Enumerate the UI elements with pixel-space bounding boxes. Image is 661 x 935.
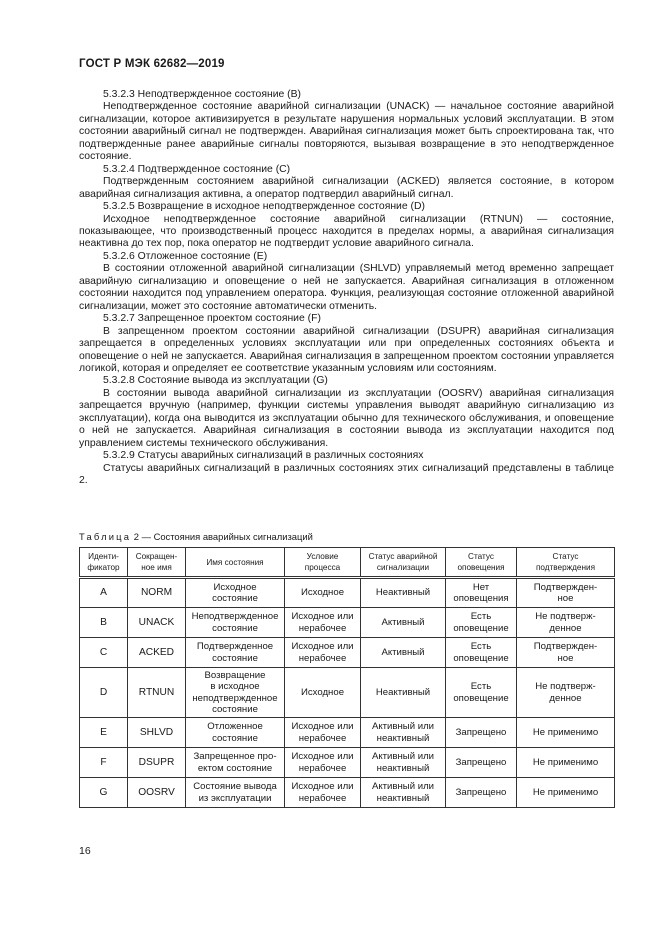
table-row — [80, 638, 615, 668]
cell-alarm-status: Неактивный — [361, 578, 446, 608]
paragraph: Подтвержденным состоянием аварийной сигнализации (ACKED) является состояние, в котором аварийная сигнализация активна, а оператор подтвердил аварийный сигнал. — [79, 176, 614, 200]
column-header-process-condition: Условие процесса — [285, 548, 361, 578]
paragraph: Статусы аварийных сигнализаций в различных состояниях этих сигнализаций представлены в таблице 2. — [79, 462, 614, 487]
cell-state-name: Запрещенное про- ектом состояние — [186, 748, 285, 778]
cell-short-name: RTNUN — [128, 668, 186, 718]
cell-identifier: A — [80, 578, 128, 608]
cell-alarm-status: Активный или неактивный — [361, 748, 446, 778]
cell-identifier: C — [80, 638, 128, 668]
cell-acknowledgement-status: Не применимо — [517, 748, 615, 778]
cell-short-name: UNACK — [128, 608, 186, 638]
cell-state-name: Исходное состояние — [186, 578, 285, 608]
table-row — [80, 718, 615, 748]
cell-process-condition: Исходное или нерабочее — [285, 638, 361, 668]
section-heading-5-3-2-3: 5.3.2.3 Неподтвержденное состояние (B) — [103, 89, 302, 100]
cell-identifier: E — [80, 718, 128, 748]
cell-state-name: Возвращение в исходное неподтвержденное состояние — [186, 668, 285, 718]
cell-process-condition: Исходное — [285, 668, 361, 718]
table-header-row — [80, 548, 615, 578]
column-header-acknowledgement-status: Статус подтверждения — [517, 548, 615, 578]
table-row — [80, 778, 615, 808]
cell-alarm-status: Активный — [361, 608, 446, 638]
body-text — [79, 89, 614, 488]
column-header-alarm-status: Статус аварийной сигнализации — [361, 548, 446, 578]
cell-process-condition: Исходное или нерабочее — [285, 718, 361, 748]
cell-acknowledgement-status: Не применимо — [517, 718, 615, 748]
section-heading-5-3-2-5: 5.3.2.5 Возвращение в исходное неподтвержденное состояние (D) — [103, 201, 425, 213]
cell-alarm-status: Активный или неактивный — [361, 778, 446, 808]
cell-state-name: Отложенное состояние — [186, 718, 285, 748]
cell-annunciation-status: Запрещено — [446, 718, 517, 748]
paragraph: В запрещенном проектом состоянии аварийной сигнализации (DSUPR) аварийная сигнализация запрещается в определенных условиях эксплуатации или при определенных состояниях объекта и оповещение о ней не запускается. Аварийная сигнализация в запрещенном проектом состоянии управляется логикой, которая и определяет ее соответствие указанным условиям или состояниям. — [79, 325, 614, 374]
column-header-annunciation-status: Статус оповещения — [446, 548, 517, 578]
cell-annunciation-status: Запрещено — [446, 778, 517, 808]
cell-state-name: Неподтвержденное состояние — [186, 608, 285, 638]
section-heading-5-3-2-9: 5.3.2.9 Статусы аварийных сигнализаций в различных состояниях — [103, 450, 424, 462]
cell-short-name: NORM — [128, 578, 186, 608]
column-header-identifier: Иденти- фикатор — [80, 548, 128, 578]
cell-acknowledgement-status: Не подтверж- денное — [517, 668, 615, 718]
paragraph: В состоянии отложенной аварийной сигнализации (SHLVD) управляемый метод временно запрещает аварийную сигнализацию и оповещение о ней не запускается. Аварийная сигнализация в отложенном состоянии находится под управлением оператора. Функция, реализующая состояние отложенной аварийной сигнализации, может это состояние автоматически отменить. — [79, 263, 614, 312]
cell-identifier: B — [80, 608, 128, 638]
cell-alarm-status: Активный — [361, 638, 446, 668]
cell-short-name: SHLVD — [128, 718, 186, 748]
cell-process-condition: Исходное — [285, 578, 361, 608]
table-row — [80, 668, 615, 718]
cell-annunciation-status: Есть оповещение — [446, 638, 517, 668]
section-heading-5-3-2-8: 5.3.2.8 Состояние вывода из эксплуатации (G) — [103, 375, 328, 387]
section-heading-5-3-2-4: 5.3.2.4 Подтвержденное состояние (C) — [103, 163, 291, 175]
cell-acknowledgement-status: Не применимо — [517, 778, 615, 808]
paragraph: Исходное неподтвержденное состояние аварийной сигнализации (RTNUN) — состояние, показывающее, что производственный процесс находится в пределах нормы, а аварийная сигнализация неактивна до тех пор, пока оператор не подтвердит условие аварийного сигнала. — [79, 213, 614, 250]
cell-state-name: Состояние вывода из эксплуатации — [186, 778, 285, 808]
section-heading-5-3-2-6: 5.3.2.6 Отложенное состояние (E) — [103, 250, 268, 262]
cell-process-condition: Исходное или нерабочее — [285, 608, 361, 638]
table-caption — [79, 531, 313, 542]
cell-identifier: F — [80, 748, 128, 778]
table-caption-label: Таблица — [79, 531, 132, 542]
column-header-state-name: Имя состояния — [186, 548, 285, 578]
cell-short-name: ACKED — [128, 638, 186, 668]
cell-annunciation-status: Запрещено — [446, 748, 517, 778]
alarm-states-table — [79, 547, 615, 808]
cell-annunciation-status: Есть оповещение — [446, 608, 517, 638]
cell-process-condition: Исходное или нерабочее — [285, 778, 361, 808]
table-row — [80, 608, 615, 638]
cell-alarm-status: Активный или неактивный — [361, 718, 446, 748]
table-caption-title: 2 — Состояния аварийных сигнализаций — [131, 531, 313, 542]
section-heading-5-3-2-7: 5.3.2.7 Запрещенное проектом состояние (F) — [103, 313, 321, 325]
cell-acknowledgement-status: Не подтверж- денное — [517, 608, 615, 638]
paragraph: Неподтвержденное состояние аварийной сигнализации (UNACK) — начальное состояние аварийной сигнализации, которое активизируется в результате нарушения нормальных условий эксплуатации. В этом состоянии аварийный сигнал не подтвержден. Аварийная сигнализация может быть спроектирована так, что подтвержденные ранее аварийные сигналы повторяются, вызывая возвращение в это неподтвержденное состояние. — [79, 101, 614, 163]
cell-short-name: OOSRV — [128, 778, 186, 808]
cell-identifier: D — [80, 668, 128, 718]
cell-annunciation-status: Нет оповещения — [446, 578, 517, 608]
page-number: 16 — [79, 845, 91, 857]
column-header-short-name: Сокращен- ное имя — [128, 548, 186, 578]
document-header: ГОСТ Р МЭК 62682—2019 — [79, 58, 225, 70]
cell-state-name: Подтвержденное состояние — [186, 638, 285, 668]
cell-identifier: G — [80, 778, 128, 808]
table-body — [80, 578, 615, 808]
cell-process-condition: Исходное или нерабочее — [285, 748, 361, 778]
cell-annunciation-status: Есть оповещение — [446, 668, 517, 718]
cell-short-name: DSUPR — [128, 748, 186, 778]
cell-acknowledgement-status: Подтвержден- ное — [517, 638, 615, 668]
table-row — [80, 578, 615, 608]
paragraph: В состоянии вывода аварийной сигнализации из эксплуатации (OOSRV) аварийная сигнализация запрещается вручную (например, функции системы управления выводят аварийную сигнализацию из эксплуатации), когда она выводится из эксплуатации обычно для технического обслуживания, и оповещение о ней не запускается. Аварийная сигнализация в состоянии вывода из эксплуатации находится под управлением системы технического обслуживания. — [79, 387, 614, 449]
cell-alarm-status: Неактивный — [361, 668, 446, 718]
cell-acknowledgement-status: Подтвержден- ное — [517, 578, 615, 608]
table-row — [80, 748, 615, 778]
